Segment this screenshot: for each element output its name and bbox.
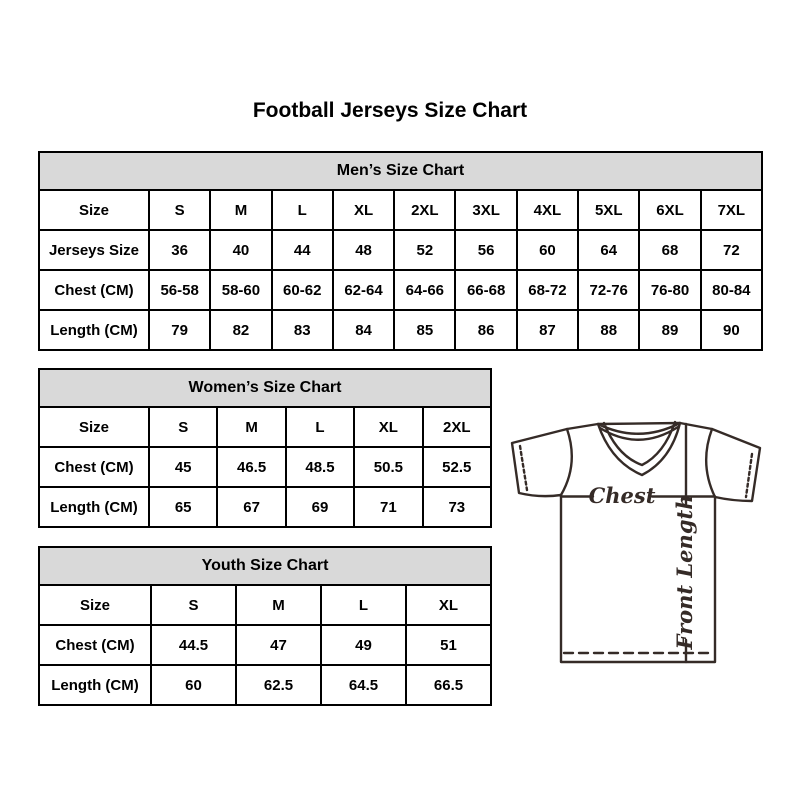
- cell-value: 62.5: [236, 665, 321, 705]
- cell-value: 64.5: [321, 665, 406, 705]
- cell-value: 80-84: [701, 270, 762, 310]
- cell-value: M: [236, 585, 321, 625]
- row-label: Chest (CM): [39, 447, 149, 487]
- row-label: Size: [39, 407, 149, 447]
- cell-value: 44.5: [151, 625, 236, 665]
- cell-value: M: [217, 407, 285, 447]
- cell-value: 71: [354, 487, 422, 527]
- table-row: [39, 585, 491, 625]
- cell-value: 87: [517, 310, 578, 350]
- cell-value: S: [149, 190, 210, 230]
- jersey-collar: [598, 422, 680, 475]
- cell-value: 86: [455, 310, 516, 350]
- table-row: [39, 447, 491, 487]
- cell-value: 68-72: [517, 270, 578, 310]
- youth-size-table: [38, 546, 492, 706]
- cell-value: L: [272, 190, 333, 230]
- cell-value: 49: [321, 625, 406, 665]
- cell-value: 84: [333, 310, 394, 350]
- table-row: [39, 665, 491, 705]
- row-label: Size: [39, 190, 149, 230]
- cell-value: XL: [354, 407, 422, 447]
- table-row: [39, 487, 491, 527]
- row-label: Length (CM): [39, 310, 149, 350]
- cell-value: 2XL: [423, 407, 491, 447]
- table-row: [39, 407, 491, 447]
- cell-value: S: [151, 585, 236, 625]
- cell-value: 68: [639, 230, 700, 270]
- cell-value: 58-60: [210, 270, 271, 310]
- cell-value: 65: [149, 487, 217, 527]
- chest-label: Chest: [588, 483, 656, 508]
- cell-value: 64: [578, 230, 639, 270]
- row-label: Length (CM): [39, 487, 149, 527]
- front-length-label: Front Length: [672, 494, 697, 650]
- cell-value: 52: [394, 230, 455, 270]
- cell-value: 79: [149, 310, 210, 350]
- cell-value: 67: [217, 487, 285, 527]
- jersey-outline-group: [512, 422, 760, 662]
- cell-value: 64-66: [394, 270, 455, 310]
- cell-value: 36: [149, 230, 210, 270]
- cell-value: 3XL: [455, 190, 516, 230]
- row-label: Chest (CM): [39, 270, 149, 310]
- cell-value: 50.5: [354, 447, 422, 487]
- cell-value: M: [210, 190, 271, 230]
- table-row: [39, 270, 762, 310]
- cell-value: 82: [210, 310, 271, 350]
- cell-value: L: [286, 407, 354, 447]
- cell-value: 60: [151, 665, 236, 705]
- cell-value: 5XL: [578, 190, 639, 230]
- table-title-row: [39, 547, 491, 585]
- cell-value: 51: [406, 625, 491, 665]
- cell-value: 66.5: [406, 665, 491, 705]
- cell-value: L: [321, 585, 406, 625]
- table-title-row: [39, 369, 491, 407]
- row-label: Size: [39, 585, 151, 625]
- table-title: Women’s Size Chart: [39, 369, 491, 407]
- womens-size-table: [38, 368, 492, 528]
- cell-value: 56: [455, 230, 516, 270]
- cell-value: XL: [406, 585, 491, 625]
- page-title: Football Jerseys Size Chart: [252, 99, 528, 122]
- cell-value: 88: [578, 310, 639, 350]
- cell-value: 60-62: [272, 270, 333, 310]
- cell-value: 2XL: [394, 190, 455, 230]
- cell-value: 6XL: [639, 190, 700, 230]
- cell-value: 73: [423, 487, 491, 527]
- cell-value: 7XL: [701, 190, 762, 230]
- cell-value: 44: [272, 230, 333, 270]
- cell-value: 56-58: [149, 270, 210, 310]
- cell-value: 48.5: [286, 447, 354, 487]
- cell-value: 48: [333, 230, 394, 270]
- cell-value: 4XL: [517, 190, 578, 230]
- cell-value: 85: [394, 310, 455, 350]
- cell-value: 90: [701, 310, 762, 350]
- cell-value: 46.5: [217, 447, 285, 487]
- cell-value: 47: [236, 625, 321, 665]
- row-label: Length (CM): [39, 665, 151, 705]
- table-title: Youth Size Chart: [39, 547, 491, 585]
- jersey-body-outline: [512, 423, 760, 662]
- cell-value: 83: [272, 310, 333, 350]
- table-row: [39, 310, 762, 350]
- cell-value: 45: [149, 447, 217, 487]
- cell-value: 76-80: [639, 270, 700, 310]
- cell-value: 72: [701, 230, 762, 270]
- cell-value: 69: [286, 487, 354, 527]
- jersey-measurement-diagram: [505, 418, 765, 668]
- table-row: [39, 230, 762, 270]
- table-row: [39, 625, 491, 665]
- cell-value: 62-64: [333, 270, 394, 310]
- cell-value: 72-76: [578, 270, 639, 310]
- cell-value: 40: [210, 230, 271, 270]
- cell-value: 89: [639, 310, 700, 350]
- cell-value: XL: [333, 190, 394, 230]
- cell-value: 60: [517, 230, 578, 270]
- cell-value: 52.5: [423, 447, 491, 487]
- table-title: Men’s Size Chart: [39, 152, 762, 190]
- cell-value: S: [149, 407, 217, 447]
- mens-size-table: [38, 151, 763, 351]
- cell-value: 66-68: [455, 270, 516, 310]
- table-title-row: [39, 152, 762, 190]
- row-label: Chest (CM): [39, 625, 151, 665]
- table-row: [39, 190, 762, 230]
- row-label: Jerseys Size: [39, 230, 149, 270]
- jersey-labels-group: [589, 483, 697, 650]
